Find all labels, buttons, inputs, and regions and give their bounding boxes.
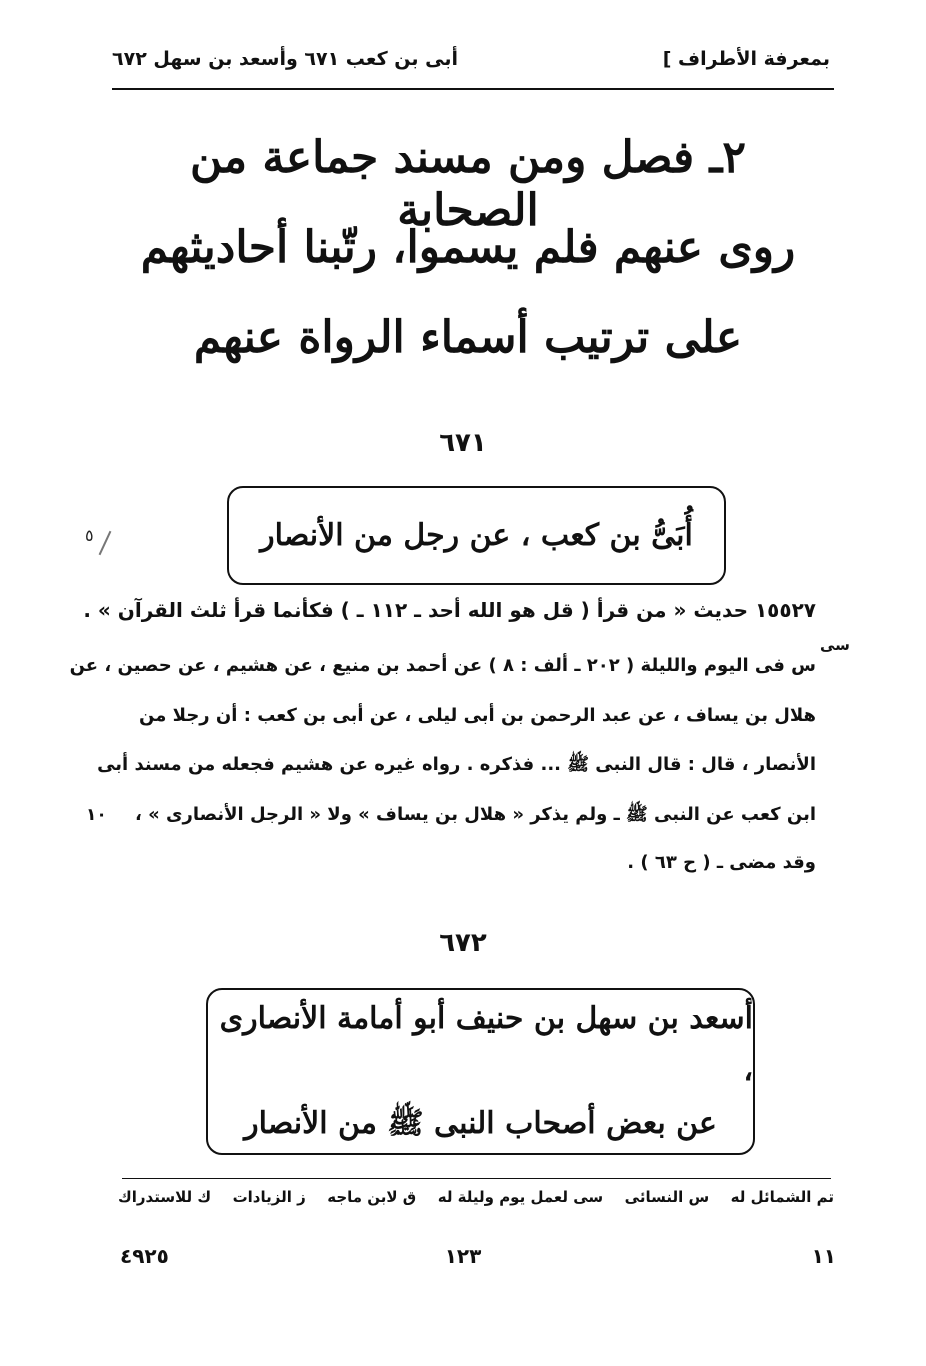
section-title-line-1: ٢ـ فصل ومن مسند جماعة من الصحابة: [189, 132, 747, 236]
margin-slash-mark: [99, 531, 112, 555]
hadith-line-3: هلال بن يساف ، عن عبد الرحمن بن أبى ليلى ، عن أبى بن كعب : أن رجلا من: [139, 705, 816, 726]
hadith-line-4: الأنصار ، قال : قال النبى ﷺ ... فذكره . رواه غيره عن هشيم فجعله من مسند أبى: [97, 754, 816, 775]
abbrev-item: سى لعمل يوم وليلة له: [437, 1188, 604, 1206]
section-title-line-2: روى عنهم فلم يسموا، رتّبنا أحاديثهم: [140, 222, 796, 273]
side-abbrev-mark: سى: [820, 636, 850, 654]
margin-line-number-5: ٥: [85, 526, 94, 545]
abbrev-item: ك للاستدراك: [118, 1188, 212, 1206]
narrator-box-672-line-1: أسعد بن سهل بن حنيف أبو أمامة الأنصارى ،: [219, 1000, 753, 1089]
abbrev-item: س النسائى: [624, 1188, 710, 1206]
volume-number: ١١: [811, 1244, 836, 1268]
abbreviation-key: [118, 1188, 834, 1206]
entry-number-671: ٦٧١: [439, 428, 487, 458]
running-header-left: أبى بن كعب ٦٧١ وأسعد بن سهل ٦٧٢: [112, 48, 459, 70]
abbrev-item: تم الشمائل له: [730, 1188, 834, 1206]
narrator-box-672-line-2: عن بعض أصحاب النبى ﷺ من الأنصار: [244, 1105, 717, 1141]
margin-line-number-10: ١٠: [86, 805, 107, 825]
abbrev-item: ز الزيادات: [232, 1188, 306, 1206]
header-rule: [112, 88, 834, 90]
sequence-number: ٤٩٢٥: [120, 1244, 169, 1268]
hadith-line-1: ١٥٥٢٧ حديث « من قرأ ( قل هو الله أحد ـ ١١٢ ـ ) فكأنما قرأ ثلث القرآن » .: [83, 598, 816, 622]
narrator-box-671-text: أُبَىُّ بن كعب ، عن رجل من الأنصار: [260, 518, 693, 553]
abbrev-item: ق لابن ماجه: [327, 1188, 417, 1206]
entry-number-672: ٦٧٢: [439, 928, 487, 958]
section-title-line-3: على ترتيب أسماء الرواة عنهم: [193, 312, 743, 363]
narrator-box-672: [206, 988, 755, 1155]
page-number: ١٢٣: [444, 1244, 482, 1268]
hadith-line-5: ابن كعب عن النبى ﷺ ـ ولم يذكر « هلال بن يساف » ولا « الرجل الأنصارى » ،: [135, 804, 816, 825]
running-header-right: بمعرفة الأطراف ]: [662, 48, 830, 70]
hadith-line-6: وقد مضى ـ ( ح ٦٣ ) .: [627, 852, 816, 873]
hadith-line-2: س فى اليوم والليلة ( ٢٠٢ ـ ألف : ٨ ) عن أحمد بن منيع ، عن هشيم ، عن حصين ، عن: [69, 655, 816, 676]
narrator-box-671: [227, 486, 726, 585]
footer-rule: [122, 1178, 831, 1179]
